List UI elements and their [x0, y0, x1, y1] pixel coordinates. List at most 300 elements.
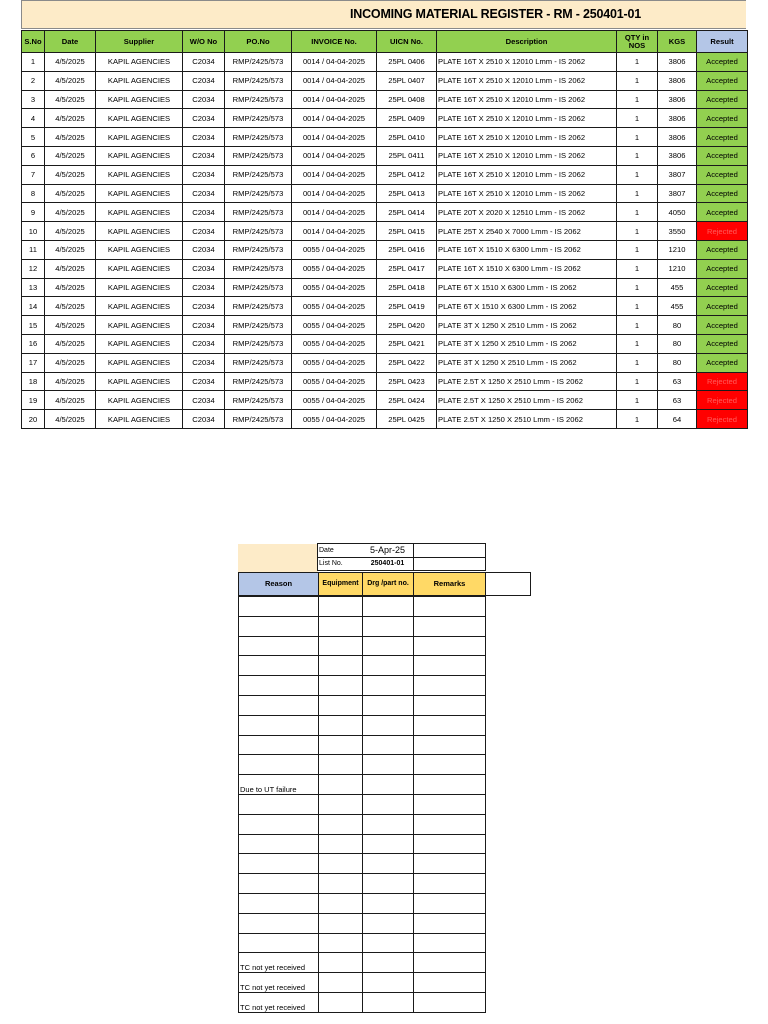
- table-cell: 0055 / 04-04-2025: [292, 240, 377, 259]
- table-cell: 0014 / 04-04-2025: [292, 53, 377, 72]
- table-cell: 0055 / 04-04-2025: [292, 259, 377, 278]
- table-cell: 63: [658, 391, 697, 410]
- table-cell: 0014 / 04-04-2025: [292, 71, 377, 90]
- table-cell: 19: [22, 391, 45, 410]
- table-cell: RMP/2425/573: [225, 259, 292, 278]
- table-cell: KAPIL AGENCIES: [96, 109, 183, 128]
- table-cell: 25PL 0409: [377, 109, 437, 128]
- sheet-cell: [318, 913, 363, 934]
- table-row: [22, 240, 748, 259]
- extra-header-cell: [485, 572, 531, 596]
- table-cell: 4/5/2025: [45, 316, 96, 335]
- reason-cell: [238, 893, 319, 914]
- table-cell: 12: [22, 259, 45, 278]
- table-cell: 0055 / 04-04-2025: [292, 297, 377, 316]
- sheet-cell: [362, 596, 414, 617]
- table-cell: 0055 / 04-04-2025: [292, 372, 377, 391]
- table-cell: RMP/2425/573: [225, 184, 292, 203]
- sheet-cell: [413, 675, 486, 696]
- sheet-cell: [413, 873, 486, 894]
- sheet-info-shade: [238, 544, 318, 572]
- sheet-cell: [318, 675, 363, 696]
- table-row: [22, 391, 748, 410]
- table-cell: 3806: [658, 109, 697, 128]
- table-cell: 0014 / 04-04-2025: [292, 109, 377, 128]
- table-cell: 1: [617, 109, 658, 128]
- table-cell: 25PL 0406: [377, 53, 437, 72]
- table-cell: 7: [22, 165, 45, 184]
- table-cell: C2034: [183, 146, 225, 165]
- sheet-cell: [413, 774, 486, 795]
- table-cell: 4/5/2025: [45, 410, 96, 429]
- reason-header: [238, 572, 319, 596]
- table-cell: 0014 / 04-04-2025: [292, 222, 377, 241]
- table-cell: KAPIL AGENCIES: [96, 391, 183, 410]
- table-cell: PLATE 3T X 1250 X 2510 Lmm - IS 2062: [437, 334, 617, 353]
- table-cell: 14: [22, 297, 45, 316]
- remarks-header-label: Remarks: [433, 579, 466, 588]
- table-cell: KAPIL AGENCIES: [96, 90, 183, 109]
- table-row: [22, 71, 748, 90]
- table-cell: 3806: [658, 128, 697, 147]
- table-cell: 1: [617, 334, 658, 353]
- table-cell: PLATE 2.5T X 1250 X 2510 Lmm - IS 2062: [437, 372, 617, 391]
- table-cell: PLATE 16T X 2510 X 12010 Lmm - IS 2062: [437, 184, 617, 203]
- table-cell: 0055 / 04-04-2025: [292, 316, 377, 335]
- table-cell: 1: [617, 316, 658, 335]
- sheet-cell: [362, 695, 414, 716]
- table-cell: 0014 / 04-04-2025: [292, 165, 377, 184]
- table-cell: KAPIL AGENCIES: [96, 146, 183, 165]
- sheet-cell: [318, 952, 363, 973]
- sheet-cell: [318, 735, 363, 756]
- table-cell: C2034: [183, 109, 225, 128]
- result-cell: Rejected: [697, 372, 748, 391]
- table-cell: 63: [658, 372, 697, 391]
- sheet-cell: [362, 873, 414, 894]
- table-row: [22, 316, 748, 335]
- sheet-cell: [362, 636, 414, 657]
- result-cell: Accepted: [697, 146, 748, 165]
- reason-cell: [238, 913, 319, 934]
- table-cell: 3: [22, 90, 45, 109]
- table-cell: 17: [22, 353, 45, 372]
- table-cell: 0055 / 04-04-2025: [292, 278, 377, 297]
- drg-part-header-label: Drg /part no.: [367, 580, 409, 587]
- table-cell: 25PL 0412: [377, 165, 437, 184]
- table-cell: PLATE 16T X 2510 X 12010 Lmm - IS 2062: [437, 165, 617, 184]
- table-cell: 4/5/2025: [45, 391, 96, 410]
- table-cell: 3550: [658, 222, 697, 241]
- table-row: [22, 128, 748, 147]
- table-cell: C2034: [183, 278, 225, 297]
- table-cell: 0014 / 04-04-2025: [292, 146, 377, 165]
- table-cell: 3806: [658, 146, 697, 165]
- table-row: [22, 109, 748, 128]
- table-row: [22, 278, 748, 297]
- date-label: Date: [319, 547, 334, 554]
- table-cell: 4/5/2025: [45, 297, 96, 316]
- reason-cell: [238, 616, 319, 637]
- table-cell: 25PL 0407: [377, 71, 437, 90]
- table-cell: C2034: [183, 391, 225, 410]
- table-cell: 4/5/2025: [45, 203, 96, 222]
- list-value: 250401-01: [370, 560, 405, 567]
- reason-header-label: Reason: [264, 579, 293, 588]
- table-cell: KAPIL AGENCIES: [96, 353, 183, 372]
- result-cell: Accepted: [697, 203, 748, 222]
- table-cell: KAPIL AGENCIES: [96, 259, 183, 278]
- remarks-header: [413, 572, 486, 596]
- result-cell: Accepted: [697, 316, 748, 335]
- column-header-2: Supplier: [96, 31, 183, 53]
- result-cell: Accepted: [697, 240, 748, 259]
- result-cell: Accepted: [697, 71, 748, 90]
- table-cell: 4/5/2025: [45, 353, 96, 372]
- table-cell: 25PL 0408: [377, 90, 437, 109]
- table-cell: C2034: [183, 410, 225, 429]
- table-cell: RMP/2425/573: [225, 410, 292, 429]
- sheet-cell: [413, 814, 486, 835]
- table-cell: C2034: [183, 297, 225, 316]
- table-cell: 0014 / 04-04-2025: [292, 128, 377, 147]
- table-cell: 1: [617, 90, 658, 109]
- reason-cell: [238, 834, 319, 855]
- reason-cell: TC not yet received: [238, 992, 319, 1013]
- table-cell: KAPIL AGENCIES: [96, 316, 183, 335]
- table-cell: C2034: [183, 165, 225, 184]
- sheet-cell: [362, 794, 414, 815]
- table-cell: 1: [617, 278, 658, 297]
- date-value: 5-Apr-25: [369, 545, 405, 555]
- column-header-6: UICN No.: [377, 31, 437, 53]
- sheet-cell: [413, 913, 486, 934]
- table-cell: 25PL 0410: [377, 128, 437, 147]
- table-cell: 0055 / 04-04-2025: [292, 334, 377, 353]
- reason-cell: [238, 596, 319, 617]
- table-cell: 25PL 0417: [377, 259, 437, 278]
- sheet-cell: [413, 754, 486, 775]
- sheet-cell: [362, 655, 414, 676]
- reason-cell: [238, 675, 319, 696]
- table-cell: 1: [617, 372, 658, 391]
- table-cell: 1: [617, 240, 658, 259]
- table-cell: 4/5/2025: [45, 259, 96, 278]
- column-header-3: W/O No: [183, 31, 225, 53]
- table-cell: 455: [658, 278, 697, 297]
- table-cell: 1210: [658, 259, 697, 278]
- table-cell: PLATE 25T X 2540 X 7000 Lmm - IS 2062: [437, 222, 617, 241]
- result-cell: Rejected: [697, 391, 748, 410]
- table-cell: C2034: [183, 353, 225, 372]
- sheet-cell: [318, 972, 363, 993]
- list-value-cell: [362, 557, 414, 571]
- table-cell: RMP/2425/573: [225, 334, 292, 353]
- sheet-cell: [413, 834, 486, 855]
- sheet-cell: [318, 616, 363, 637]
- sheet-cell: [318, 893, 363, 914]
- table-cell: 0014 / 04-04-2025: [292, 203, 377, 222]
- table-cell: 4/5/2025: [45, 128, 96, 147]
- table-cell: 1: [617, 184, 658, 203]
- sheet-cell: [362, 952, 414, 973]
- register-body: [22, 53, 748, 429]
- result-cell: Accepted: [697, 353, 748, 372]
- reason-cell: [238, 814, 319, 835]
- sheet-cell: [362, 675, 414, 696]
- table-cell: C2034: [183, 71, 225, 90]
- reason-cell: [238, 695, 319, 716]
- sheet-cell: [413, 735, 486, 756]
- column-header-9: KGS: [658, 31, 697, 53]
- table-cell: C2034: [183, 90, 225, 109]
- table-cell: C2034: [183, 259, 225, 278]
- sheet-cell: [362, 992, 414, 1013]
- table-cell: C2034: [183, 316, 225, 335]
- table-cell: RMP/2425/573: [225, 353, 292, 372]
- table-cell: 15: [22, 316, 45, 335]
- date-blank-cell: [413, 543, 486, 558]
- table-cell: PLATE 16T X 2510 X 12010 Lmm - IS 2062: [437, 71, 617, 90]
- sheet-cell: [413, 992, 486, 1013]
- table-row: [22, 259, 748, 278]
- result-cell: Rejected: [697, 222, 748, 241]
- table-cell: 25PL 0414: [377, 203, 437, 222]
- table-cell: RMP/2425/573: [225, 128, 292, 147]
- table-cell: KAPIL AGENCIES: [96, 165, 183, 184]
- table-cell: RMP/2425/573: [225, 391, 292, 410]
- table-cell: C2034: [183, 222, 225, 241]
- sheet-cell: [362, 972, 414, 993]
- register-title: INCOMING MATERIAL REGISTER - RM - 250401-01: [350, 7, 641, 21]
- sheet-cell: [413, 853, 486, 874]
- column-header-4: PO.No: [225, 31, 292, 53]
- table-cell: 4/5/2025: [45, 334, 96, 353]
- table-cell: KAPIL AGENCIES: [96, 203, 183, 222]
- result-cell: Accepted: [697, 128, 748, 147]
- list-blank-cell: [413, 557, 486, 571]
- drg-part-header: [362, 572, 414, 596]
- table-cell: 6: [22, 146, 45, 165]
- result-cell: Accepted: [697, 334, 748, 353]
- table-cell: 0014 / 04-04-2025: [292, 90, 377, 109]
- reason-cell: [238, 853, 319, 874]
- table-cell: 3806: [658, 90, 697, 109]
- table-cell: KAPIL AGENCIES: [96, 53, 183, 72]
- reason-cell: [238, 873, 319, 894]
- table-cell: PLATE 16T X 2510 X 12010 Lmm - IS 2062: [437, 53, 617, 72]
- column-header-8: QTY in NOS: [617, 31, 658, 53]
- reason-cell: [238, 715, 319, 736]
- table-cell: RMP/2425/573: [225, 146, 292, 165]
- table-cell: 80: [658, 353, 697, 372]
- table-row: [22, 184, 748, 203]
- sheet-cell: [318, 715, 363, 736]
- table-cell: 25PL 0418: [377, 278, 437, 297]
- table-cell: 1: [617, 53, 658, 72]
- table-cell: 25PL 0411: [377, 146, 437, 165]
- table-cell: 13: [22, 278, 45, 297]
- column-header-1: Date: [45, 31, 96, 53]
- table-cell: 25PL 0419: [377, 297, 437, 316]
- table-cell: C2034: [183, 184, 225, 203]
- table-cell: 1: [617, 297, 658, 316]
- sheet-cell: [362, 933, 414, 954]
- result-cell: Accepted: [697, 184, 748, 203]
- table-cell: 1: [617, 165, 658, 184]
- sheet-cell: [318, 873, 363, 894]
- table-cell: KAPIL AGENCIES: [96, 410, 183, 429]
- table-cell: 0055 / 04-04-2025: [292, 353, 377, 372]
- sheet-cell: [362, 834, 414, 855]
- equipment-header-label: Equipment: [322, 580, 359, 587]
- table-row: [22, 146, 748, 165]
- table-cell: 455: [658, 297, 697, 316]
- table-cell: 1: [22, 53, 45, 72]
- table-cell: KAPIL AGENCIES: [96, 297, 183, 316]
- table-row: [22, 53, 748, 72]
- reason-cell: [238, 794, 319, 815]
- table-cell: 1: [617, 353, 658, 372]
- table-cell: 5: [22, 128, 45, 147]
- table-cell: PLATE 6T X 1510 X 6300 Lmm - IS 2062: [437, 278, 617, 297]
- sheet-cell: [362, 774, 414, 795]
- table-cell: 25PL 0420: [377, 316, 437, 335]
- table-cell: 10: [22, 222, 45, 241]
- table-cell: 80: [658, 316, 697, 335]
- table-row: [22, 297, 748, 316]
- table-cell: 4/5/2025: [45, 372, 96, 391]
- table-cell: 25PL 0416: [377, 240, 437, 259]
- table-cell: KAPIL AGENCIES: [96, 240, 183, 259]
- table-cell: C2034: [183, 203, 225, 222]
- table-cell: 25PL 0424: [377, 391, 437, 410]
- table-cell: 25PL 0423: [377, 372, 437, 391]
- sheet-cell: [362, 735, 414, 756]
- table-cell: RMP/2425/573: [225, 222, 292, 241]
- table-cell: C2034: [183, 128, 225, 147]
- table-cell: RMP/2425/573: [225, 240, 292, 259]
- list-label: List No.: [319, 560, 343, 567]
- table-cell: 1: [617, 203, 658, 222]
- table-row: [22, 222, 748, 241]
- table-cell: 64: [658, 410, 697, 429]
- table-cell: KAPIL AGENCIES: [96, 222, 183, 241]
- table-cell: PLATE 6T X 1510 X 6300 Lmm - IS 2062: [437, 297, 617, 316]
- table-cell: 1: [617, 222, 658, 241]
- sheet-cell: [362, 893, 414, 914]
- table-cell: 20: [22, 410, 45, 429]
- table-cell: 4/5/2025: [45, 146, 96, 165]
- sheet-cell: [318, 853, 363, 874]
- table-cell: PLATE 3T X 1250 X 2510 Lmm - IS 2062: [437, 353, 617, 372]
- table-cell: 25PL 0413: [377, 184, 437, 203]
- table-cell: 4/5/2025: [45, 240, 96, 259]
- reason-cell: [238, 636, 319, 657]
- table-row: [22, 334, 748, 353]
- table-cell: C2034: [183, 334, 225, 353]
- table-row: [22, 353, 748, 372]
- table-cell: RMP/2425/573: [225, 316, 292, 335]
- table-cell: 25PL 0422: [377, 353, 437, 372]
- table-cell: 1: [617, 128, 658, 147]
- sheet-cell: [318, 754, 363, 775]
- sheet-cell: [318, 636, 363, 657]
- sheet-cell: [318, 834, 363, 855]
- table-cell: KAPIL AGENCIES: [96, 278, 183, 297]
- table-row: [22, 372, 748, 391]
- table-cell: 2: [22, 71, 45, 90]
- date-label-cell: [317, 543, 363, 558]
- sheet-cell: [413, 655, 486, 676]
- table-cell: 16: [22, 334, 45, 353]
- reason-cell: [238, 735, 319, 756]
- table-cell: RMP/2425/573: [225, 90, 292, 109]
- sheet-cell: [362, 853, 414, 874]
- table-cell: 11: [22, 240, 45, 259]
- table-cell: PLATE 16T X 1510 X 6300 Lmm - IS 2062: [437, 259, 617, 278]
- table-cell: 25PL 0415: [377, 222, 437, 241]
- sheet-cell: [413, 952, 486, 973]
- sheet-cell: [318, 794, 363, 815]
- sheet-cell: [413, 794, 486, 815]
- result-cell: Rejected: [697, 410, 748, 429]
- table-cell: PLATE 20T X 2020 X 12510 Lmm - IS 2062: [437, 203, 617, 222]
- table-cell: RMP/2425/573: [225, 203, 292, 222]
- equipment-header: [318, 572, 363, 596]
- table-cell: 80: [658, 334, 697, 353]
- table-cell: 0014 / 04-04-2025: [292, 184, 377, 203]
- table-cell: 18: [22, 372, 45, 391]
- table-cell: PLATE 2.5T X 1250 X 2510 Lmm - IS 2062: [437, 410, 617, 429]
- table-cell: 4/5/2025: [45, 90, 96, 109]
- result-cell: Accepted: [697, 53, 748, 72]
- list-label-cell: [317, 557, 363, 571]
- table-cell: 4/5/2025: [45, 184, 96, 203]
- table-cell: PLATE 2.5T X 1250 X 2510 Lmm - IS 2062: [437, 391, 617, 410]
- result-cell: Accepted: [697, 259, 748, 278]
- table-cell: 25PL 0421: [377, 334, 437, 353]
- sheet-cell: [318, 695, 363, 716]
- sheet-cell: [413, 972, 486, 993]
- register-title-bar: [21, 0, 746, 29]
- table-cell: 3806: [658, 53, 697, 72]
- column-header-10: Result: [697, 31, 748, 53]
- sheet-cell: [362, 616, 414, 637]
- column-header-7: Description: [437, 31, 617, 53]
- reason-cell: TC not yet received: [238, 972, 319, 993]
- sheet-cell: [413, 616, 486, 637]
- table-cell: C2034: [183, 53, 225, 72]
- table-row: [22, 165, 748, 184]
- table-cell: C2034: [183, 240, 225, 259]
- register-header-row: [22, 31, 748, 53]
- table-cell: C2034: [183, 372, 225, 391]
- sheet-cell: [318, 933, 363, 954]
- table-cell: 4/5/2025: [45, 165, 96, 184]
- table-cell: 4/5/2025: [45, 278, 96, 297]
- table-cell: 0055 / 04-04-2025: [292, 410, 377, 429]
- sheet-cell: [362, 754, 414, 775]
- sheet-cell: [413, 893, 486, 914]
- sheet-cell: [318, 596, 363, 617]
- result-cell: Accepted: [697, 109, 748, 128]
- table-cell: PLATE 16T X 2510 X 12010 Lmm - IS 2062: [437, 128, 617, 147]
- reason-cell: [238, 933, 319, 954]
- result-cell: Accepted: [697, 278, 748, 297]
- incoming-material-register-table: [21, 30, 748, 429]
- column-header-0: S.No: [22, 31, 45, 53]
